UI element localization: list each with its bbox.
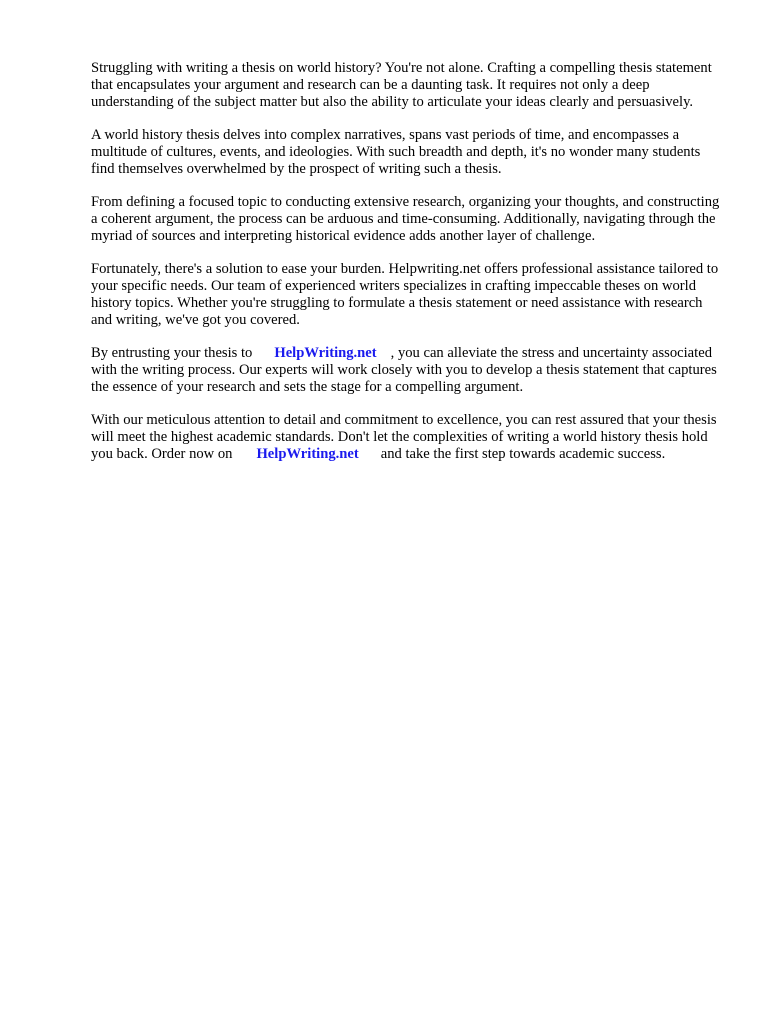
helpwriting-order-link[interactable]: HelpWriting.net: [256, 446, 359, 462]
paragraph-closing-end: and take the first step towards academic success.: [380, 446, 666, 462]
document-body: [91, 60, 721, 479]
paragraph-intro: Struggling with writing a thesis on world history? You're not alone. Crafting a compelling thesis statement that encapsulates your argument and research can be a daunting task. It requires not only a deep understanding of the subject matter but also the ability to articulate your ideas clearly and persuasively.: [91, 60, 712, 110]
paragraph-entrusting: [91, 345, 721, 396]
paragraph-process: From defining a focused topic to conducting extensive research, organizing your thoughts, and constructing a coherent argument, the process can be arduous and time-consuming. Additionally, navigating through the myriad of sources and interpreting historical evidence adds another layer of challenge.: [91, 194, 720, 244]
paragraph-closing-start: With our meticulous attention to detail and commitment to excellence, you can rest assured that your thesis will meet the highest academic standards. Don't let the complexities of writing a world history thesis hold you back. Order now on: [91, 412, 717, 462]
helpwriting-link[interactable]: HelpWriting.net: [274, 345, 377, 361]
paragraph-entrusting-start: By entrusting your thesis to: [91, 345, 253, 361]
paragraph-solution: Fortunately, there's a solution to ease your burden. Helpwriting.net offers professional assistance tailored to your specific needs. Our team of experienced writers specializes in crafting impeccable theses on world history topics. Whether you're struggling to formulate a thesis statement or need assistance with research and writing, we've got you covered.: [91, 261, 719, 328]
paragraph-scope: A world history thesis delves into complex narratives, spans vast periods of time, and encompasses a multitude of cultures, events, and ideologies. With such breadth and depth, it's no wonder many students find themselves overwhelmed by the prospect of writing such a thesis.: [91, 127, 701, 177]
paragraph-closing: [91, 412, 721, 463]
paragraph-entrusting-end: , you can alleviate the stress and uncertainty associated with the writing process. Our experts will work closely with you to develop a thesis statement that captures the essence of your research and sets the stage for a compelling argument.: [91, 345, 717, 395]
